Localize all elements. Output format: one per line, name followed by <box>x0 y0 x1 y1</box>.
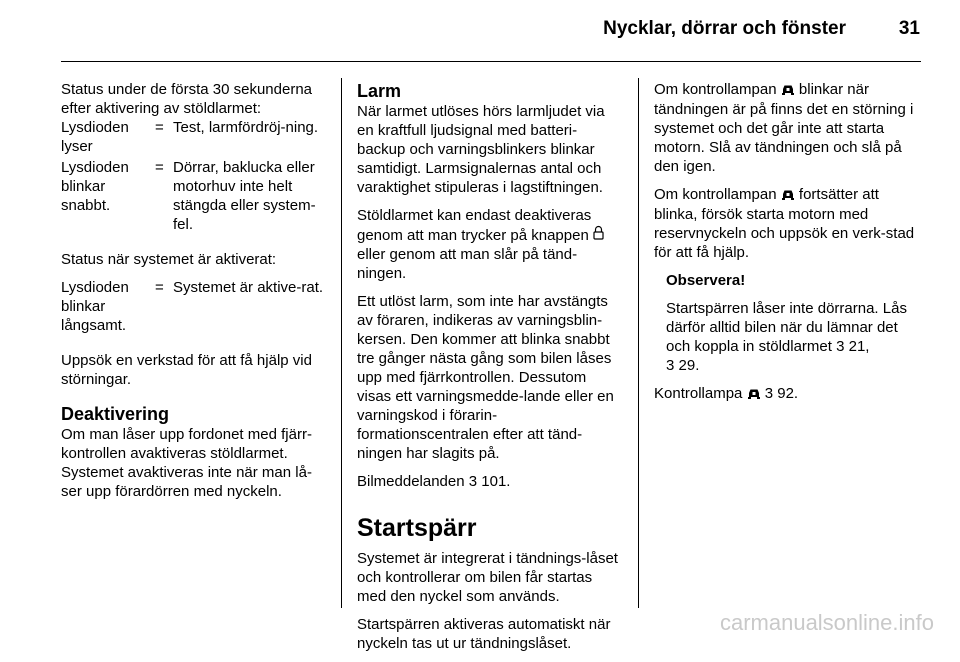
page-reference-arrow: 3 <box>764 385 774 402</box>
alarm-paragraph-2 <box>357 206 623 283</box>
note-box <box>666 271 922 375</box>
column-divider-1 <box>341 78 342 608</box>
alarm-paragraph-4 <box>357 472 623 491</box>
active-term: Lysdioden blinkar långsamt. <box>61 279 129 334</box>
immobiliser-paragraph-2: Startspärren aktiveras automatiskt när nyckeln tas ut ur tändningslåset. <box>357 616 611 652</box>
status-term: Lysdioden blinkar snabbt. <box>61 159 129 214</box>
immobiliser-heading: Startspärr <box>357 514 477 542</box>
table-row <box>61 118 325 158</box>
status-table <box>61 118 325 234</box>
note-title: Observera! <box>666 272 746 289</box>
status-desc: Test, larmfördröj-ning. <box>173 119 319 136</box>
column-3 <box>654 80 922 413</box>
page-reference-arrow: 3 <box>666 357 675 374</box>
page-number: 31 <box>898 18 920 39</box>
lamp-p2-text-cont: fortsätter att blinka, försök starta motorn med reservnyckeln och uppsök en verk-stad för att få hjälp. <box>654 186 915 261</box>
active-desc: Systemet är aktive-rat. <box>173 279 324 296</box>
lamp-paragraph-2 <box>654 185 922 262</box>
active-intro: Status när systemet är aktiverat: <box>61 251 277 268</box>
lock-button-icon <box>593 225 604 245</box>
status-desc: Dörrar, baklucka eller motorhuv inte helt stängda eller system-fel. <box>173 159 316 233</box>
lamp-p1-text-cont: blinkar när tändningen är på finns det en störning i systemet och det går inte att starta motorn. Slå av tändningen och slå på den igen. <box>654 81 914 175</box>
watermark[interactable]: carmanualsonline.info <box>719 610 934 635</box>
reference-page: 21, <box>848 338 870 355</box>
workshop-text: Uppsök en verkstad för att få hjälp vid störningar. <box>61 352 312 388</box>
page-reference-arrow: 3 <box>836 338 845 355</box>
status-term: Lysdioden lyser <box>61 119 129 155</box>
immobiliser-car-key-icon <box>781 186 795 205</box>
column-2 <box>357 80 623 662</box>
alarm-heading: Larm <box>357 81 402 101</box>
reference-page: 29. <box>678 357 700 374</box>
alarm-p2-text-cont: eller genom att man slår på tänd-ningen. <box>357 246 578 282</box>
header-title: Nycklar, dörrar och fönster <box>603 18 846 39</box>
active-equals: = <box>155 279 164 296</box>
column-1 <box>61 80 325 510</box>
reference-page: 101. <box>481 473 511 490</box>
note-body: Startspärren låser inte dörrarna. Lås därför alltid bilen när du lämnar det och koppla in stöldlarmet <box>666 300 907 355</box>
immobiliser-car-key-icon <box>747 385 761 404</box>
lamp-paragraph-1 <box>654 80 922 176</box>
reference-page: 92. <box>777 385 799 402</box>
status-equals: = <box>155 119 164 136</box>
active-table <box>61 278 325 335</box>
deactivation-text: Om man låser upp fordonet med fjärr-kontrollen avaktiveras stöldlarmet. Systemet avaktiveras inte när man lå-ser upp förardörren med nyckeln. <box>61 426 312 500</box>
table-row <box>61 278 325 335</box>
reference-text: Bilmeddelanden <box>357 473 465 490</box>
reference-text: Kontrollampa <box>654 385 743 402</box>
lamp-p2-text: Om kontrollampan <box>654 186 777 203</box>
immobiliser-paragraph-1: Systemet är integrerat i tändnings-låset och kontrollerar om bilen får startas med den nyckel som används. <box>357 550 618 605</box>
column-divider-2 <box>638 78 639 608</box>
status-equals: = <box>155 159 164 176</box>
table-row <box>61 158 325 234</box>
alarm-paragraph-1: När larmet utlöses hörs larmljudet via en kraftfull ljudsignal med batteri-backup och varningsblinkers blinkar samtidigt. Larmsignalernas antal och varaktighet stipuleras i lagstiftningen. <box>357 103 605 196</box>
alarm-paragraph-3: Ett utlöst larm, som inte har avstängts av föraren, indikeras av varningsblin-kersen. Den kommer att blinka snabbt tre gånger nästa gång som bilen låses upp med fjärrkontrollen. Dessutom visas ett varningsmedde-lande eller en varningskod i förarin-formationscentralen efter att tänd-ningen har slagits på. <box>357 293 614 462</box>
immobiliser-car-key-icon <box>781 81 795 100</box>
page-reference-arrow: 3 <box>468 473 478 490</box>
note-text <box>666 299 922 375</box>
deactivation-heading: Deaktivering <box>61 404 170 424</box>
lamp-reference <box>654 384 922 404</box>
alarm-p2-text: Stöldlarmet kan endast deaktiveras genom att man trycker på knappen <box>357 207 592 244</box>
header-rule <box>61 61 921 62</box>
status-intro: Status under de första 30 sekunderna efter aktivering av stöldlarmet: <box>61 81 313 117</box>
lamp-p1-text: Om kontrollampan <box>654 81 777 98</box>
